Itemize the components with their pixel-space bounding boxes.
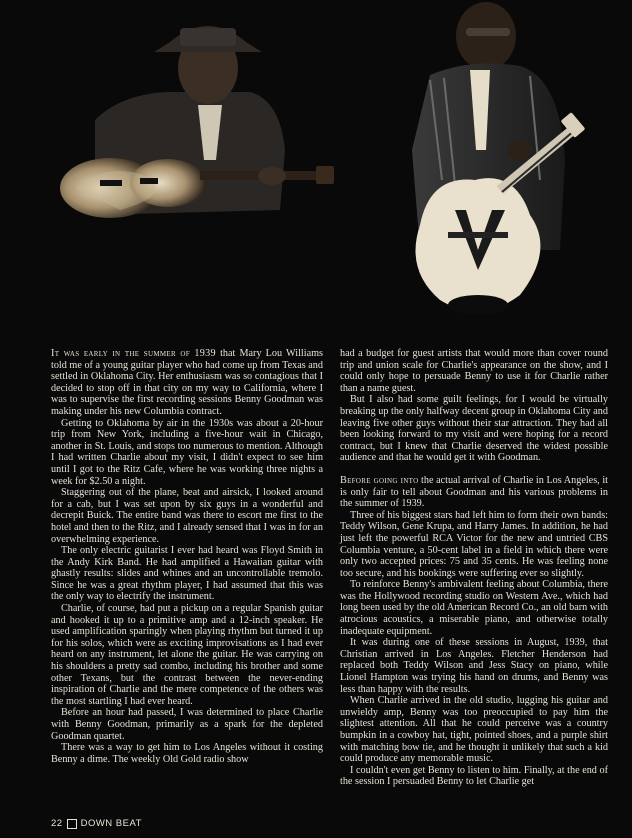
article-paragraph: I couldn't even get Benny to listen to him. Finally, at the end of the session I persuaded Benny to let Charlie get	[340, 764, 608, 788]
article-paragraph: It was during one of these sessions in August, 1939, that Christian arrived in Los Angeles. Fletcher Henderson had replaced both Teddy Wilson and Jess Stacy on piano, while Lionel Hampton was trying his hand on drums, and Benny was less than happy with the results.	[340, 637, 608, 695]
article-right-column	[340, 348, 608, 788]
paragraph-text: that Mary Lou Williams told me of a young guitar player who had come up from Texas and settled in Oklahoma City. Her enthusiasm was so contagious that I decided to stop off in that city on my way to California, where I was to supervise the first recording sessions Benny Goodman was making under his new Columbia contract.	[51, 348, 323, 417]
article-left-column	[51, 348, 323, 765]
article-paragraph: But I also had some guilt feelings, for I would be virtually breaking up the only halfway decent group in Oklahoma City and leaving five other guys without their star attraction. They had all been looking forward to my visit and were hoping for a record contract, but I knew that Charlie deserved the widest possible audience and that he would get it with Goodman.	[340, 394, 608, 464]
article-paragraph: Three of his biggest stars had left him to form their own bands: Teddy Wilson, Gene Krupa, and Harry James. In addition, he had just left the powerful RCA Victor for the new and untried CBS Columbia venture, a 50-cent label in a field in which there were only two accepted prices: 75 and 35 cents. He was feeling none too secure, and his bookings were suffering ever so slightly.	[340, 509, 608, 579]
magazine-name: DOWN BEAT	[80, 818, 142, 829]
article-paragraph	[340, 475, 608, 510]
lead-in-smallcaps: It was early in the summer of 1939	[51, 348, 216, 359]
article-paragraph: Before an hour had passed, I was determined to place Charlie with Benny Goodman, primarily as a spark for the depleted Goodman quartet.	[51, 707, 323, 742]
article-paragraph: There was a way to get him to Los Angeles without it costing Benny a dime. The weekly Old Gold radio show	[51, 742, 323, 765]
article-paragraph	[51, 348, 323, 418]
article-paragraph: The only electric guitarist I ever had heard was Floyd Smith in the Andy Kirk Band. He had amplified a Hawaiian guitar with ghastly results: slides and whines and an uncontrollable tremolo. Since he was a great rhythm player, I had assumed that this was the only way to electrify the instrument.	[51, 545, 323, 603]
page-number: 22	[51, 818, 63, 829]
square-separator-icon	[67, 819, 77, 829]
article-paragraph: Charlie, of course, had put a pickup on a regular Spanish guitar and hooked it up to a primitive amp and a 12-inch speaker. He used amplification sparingly when playing rhythm but turned it up for his solos, which were as exciting improvisations as I had ever heard on any instrument, let alone the guitar. He was carrying on his shoulders a pretty sad combo, including his brother and some other Texans, but the contrast between the never-ending inspiration of Charlie and the mere competence of the others was the most startling I had ever heard.	[51, 603, 323, 707]
paragraph-text: the actual arrival of Charlie in Los Angeles, it is only fair to tell about Goodman and his various problems in the summer of 1939.	[340, 474, 608, 510]
lead-in-smallcaps: Before going into	[340, 474, 419, 486]
photo-two-guitarists	[0, 0, 632, 345]
article-paragraph: Staggering out of the plane, beat and airsick, I looked around for a cab, but I was set upon by six guys in a wonderful and decrepit Buick. The entire band was there to escort me first to the hotel and then to the Ritz, and I already sensed that I was in for an overwhelming experience.	[51, 487, 323, 545]
article-paragraph: When Charlie arrived in the old studio, lugging his guitar and unwieldy amp, Benny was too preoccupied to pay him the slightest attention. All that he could perceive was a country bumpkin in a cowboy hat, tight, pointed shoes, and a purple shirt with matching bow tie, and he thought it unlikely that such a kid could produce any memorable music.	[340, 695, 608, 765]
article-paragraph: To reinforce Benny's ambivalent feeling about Columbia, there was the Hollywood recording studio on Western Ave., which had long been used by the old American Record Co., an old barn with atrocious acoustics, a miserable piano, and otherwise totally inadequate equipment.	[340, 579, 608, 637]
page-footer	[51, 818, 142, 829]
article-paragraph: Getting to Oklahoma by air in the 1930s was about a 20-hour trip from New York, including a five-hour wait in Chicago, another in St. Louis, and stops too numerous to mention. Although I had written Charlie about my visit, I didn't expect to see him until I got to the Ritz Cafe, where he was working three nights a week for $2.50 a night.	[51, 417, 323, 487]
article-paragraph: had a budget for guest artists that would more than cover round trip and union scale for Charlie's appearance on the show, and I could only hope to persuade Benny to use it for Charlie rather than a name guest.	[340, 348, 608, 394]
